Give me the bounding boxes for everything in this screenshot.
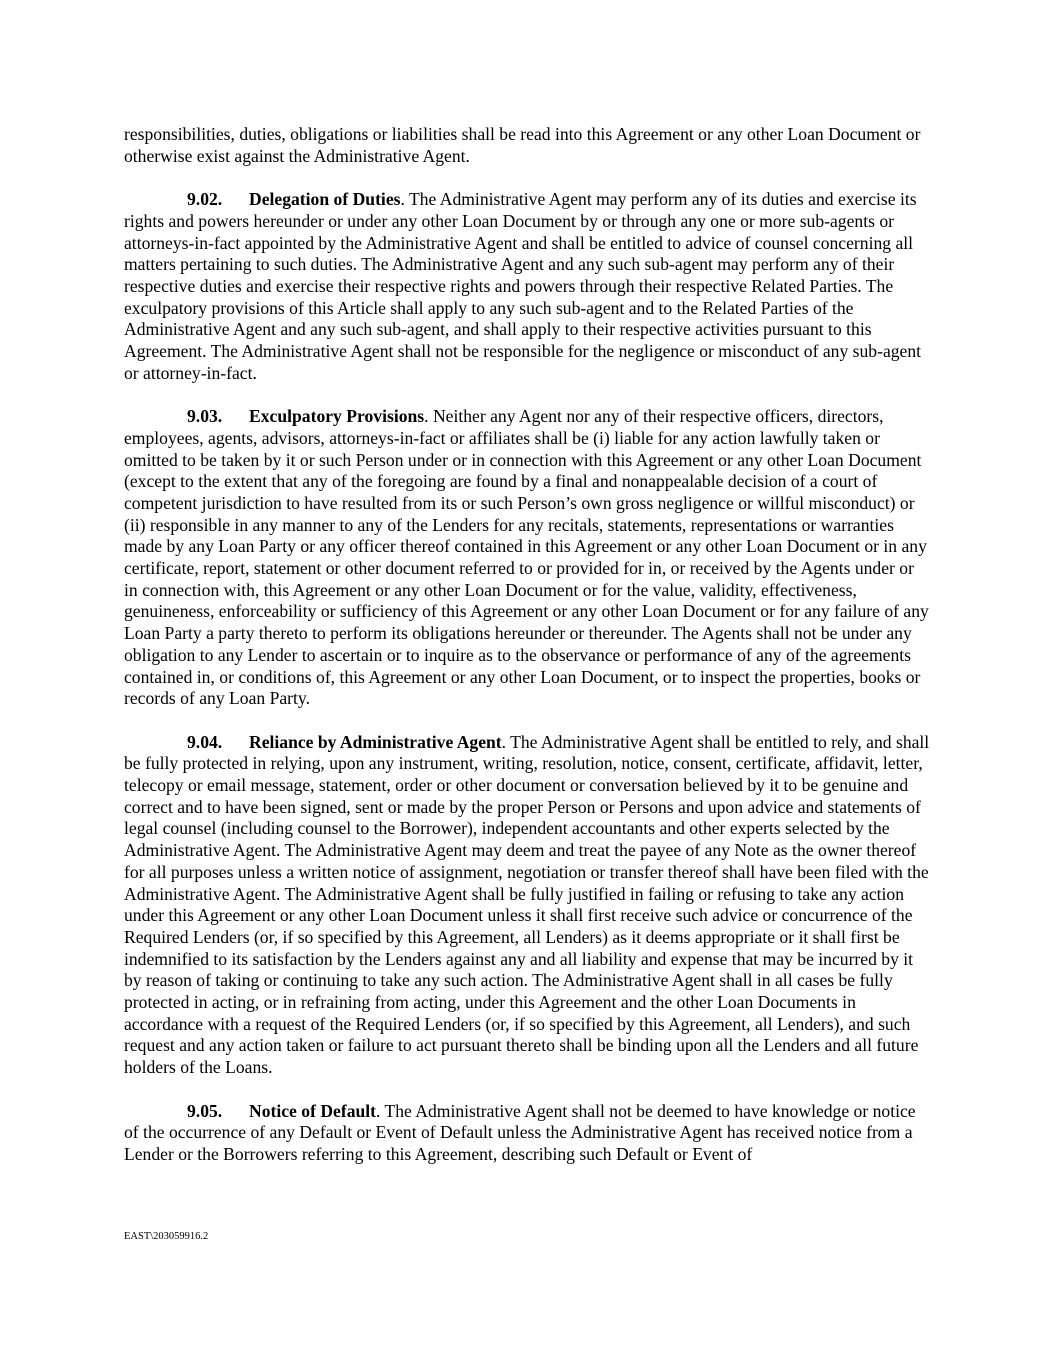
section-text: . Neither any Agent nor any of their respective officers, directors, employees, agents, advisors, attorneys-in-fact or affiliates shall be (i) liable for any action lawfully taken or omitted to be taken by it or such Person under or in connection with this Agreement or any other Loan Document (except to the extent that any of the foregoing are found by a final and nonappealable decision of a court of competent jurisdiction to have resulted from its or such Person’s own gross negligence or willful misconduct) or (ii) responsible in any manner to any of the Lenders for any recitals, statements, representations or warranties made by any Loan Party or any officer thereof contained in this Agreement or any other Loan Document or in any certificate, report, statement or other document referred to or provided for in, or received by the Agents under or in connection with, this Agreement or any other Loan Document or for the value, validity, effectiveness, genuineness, enforceability or sufficiency of this Agreement or any other Loan Document or for any failure of any Loan Party a party thereto to perform its obligations hereunder or thereunder. The Agents shall not be under any obligation to any Lender to ascertain or to inquire as to the observance or performance of any of the agreements contained in, or conditions of, this Agreement or any other Loan Document, or to inspect the properties, books or records of any Loan Party. <box>124 406 929 709</box>
section-title: Delegation of Duties <box>249 189 401 210</box>
section-title: Notice of Default <box>249 1100 377 1121</box>
section-9-03 <box>124 406 932 710</box>
document-footer-id: EAST\203059916.2 <box>124 1231 209 1242</box>
section-text: . The Administrative Agent shall be entitled to rely, and shall be fully protected in relying, upon any instrument, writing, resolution, notice, consent, certificate, affidavit, letter, telecopy or email message, statement, order or other document or conversation believed by it to be genuine and correct and to have been signed, sent or made by the proper Person or Persons and upon advice and statements of legal counsel (including counsel to the Borrower), independent accountants and other experts selected by the Administrative Agent. The Administrative Agent may deem and treat the payee of any Note as the owner thereof for all purposes unless a written notice of assignment, negotiation or transfer thereof shall have been filed with the Administrative Agent. The Administrative Agent shall be fully justified in failing or refusing to take any action under this Agreement or any other Loan Document unless it shall first receive such advice or concurrence of the Required Lenders (or, if so specified by this Agreement, all Lenders) as it deems appropriate or it shall first be indemnified to its satisfaction by the Lenders against any and all liability and expense that may be incurred by it by reason of taking or continuing to take any such action. The Administrative Agent shall in all cases be fully protected in acting, or in refraining from acting, under this Agreement and the other Loan Documents in accordance with a request of the Required Lenders (or, if so specified by this Agreement, all Lenders), and such request and any action taken or failure to act pursuant thereto shall be binding upon all the Lenders and all future holders of the Loans. <box>124 731 930 1078</box>
continuation-paragraph: responsibilities, duties, obligations or liabilities shall be read into this Agreement or any other Loan Document or otherwise exist against the Administrative Agent. <box>124 124 921 166</box>
section-number: 9.05. <box>187 1100 223 1121</box>
document-body <box>124 124 932 1187</box>
section-title: Exculpatory Provisions <box>249 406 425 427</box>
section-9-02 <box>124 189 932 384</box>
section-text: . The Administrative Agent shall not be deemed to have knowledge or notice of the occurrence of any Default or Event of Default unless the Administrative Agent has received notice from a Lender or the Borrowers referring to this Agreement, describing such Default or Event of <box>124 1100 916 1164</box>
section-9-04 <box>124 732 932 1079</box>
section-number: 9.04. <box>187 731 223 752</box>
section-9-05 <box>124 1101 932 1166</box>
section-number: 9.02. <box>187 189 223 210</box>
section-number: 9.03. <box>187 406 223 427</box>
section-title: Reliance by Administrative Agent <box>249 731 502 752</box>
section-text: . The Administrative Agent may perform any of its duties and exercise its rights and powers hereunder or under any other Loan Document by or through any one or more sub-agents or attorneys-in-fact appointed by the Administrative Agent and shall be entitled to advice of counsel concerning all matters pertaining to such duties. The Administrative Agent and any such sub-agent may perform any of their respective duties and exercise their respective rights and powers through their respective Related Parties. The exculpatory provisions of this Article shall apply to any such sub-agent and to the Related Parties of the Administrative Agent and any such sub-agent, and shall apply to their respective activities pursuant to this Agreement. The Administrative Agent shall not be responsible for the negligence or misconduct of any sub-agent or attorney-in-fact. <box>124 189 922 383</box>
